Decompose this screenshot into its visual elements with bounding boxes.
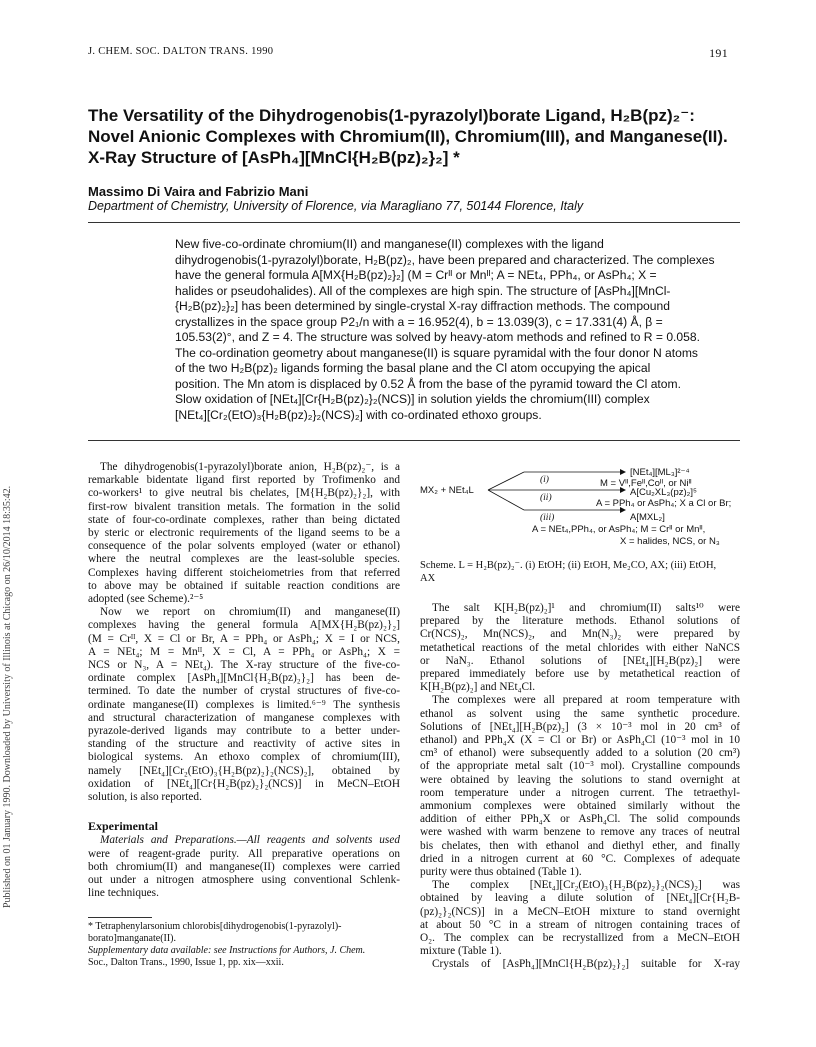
title-line: Novel Anionic Complexes with Chromium(II), Chromium(III), and Manganese(II). [88, 127, 728, 146]
body-line: mixture (Table 1). [420, 945, 502, 958]
scheme-product: A = PPh₄ or AsPh₄; X a Cl or Br; [596, 498, 732, 509]
body-line: standing of the structure and reactivity of active sites in [88, 738, 400, 751]
body-column-left [88, 461, 400, 901]
body-line: oxidation of [NEt₄][Cr{H₂B(pz)₂}₂(NCS)] in MeCN–EtOH [88, 777, 400, 790]
body-line: bis chelates, then with ethanol and diethyl ether, and finally [420, 839, 740, 852]
scheme-arrow [488, 472, 524, 490]
abstract-line: dihydrogenobis(1-pyrazolyl)borate, H₂B(pz)₂, have been prepared and characterized. The complexes [175, 252, 715, 267]
abstract-line: The co-ordination geometry about manganese(II) is square pyramidal with the four donor N atoms [175, 345, 698, 360]
body-line: complexes having the general formula A[MX{H₂B(pz)₂}₂] [88, 619, 400, 632]
body-line: at about 50 °C in a stream of nitrogen containing traces of [420, 918, 740, 931]
body-line: line techniques. [88, 887, 159, 900]
running-header-journal: J. CHEM. SOC. DALTON TRANS. 1990 [88, 46, 274, 57]
abstract-line: Slow oxidation of [NEt₄][Cr{H₂B(pz)₂}₂(NCS)] in solution yields the chromium(III) complex [175, 392, 650, 406]
page-number: 191 [709, 46, 728, 60]
authors: Massimo Di Vaira and Fabrizio Mani [88, 184, 309, 199]
arrowhead-icon [620, 469, 626, 475]
body-line: remarkable bidentate ligand first reported by Trofimenko and [88, 474, 400, 487]
body-line: were washed with warm benzene to remove any traces of neutral [420, 826, 740, 839]
body-line: NCS or N₃, A = NEt₄). The X-ray structure of the five-co- [88, 659, 400, 672]
scheme-reactant: MX₂ + NEt₄L [420, 485, 474, 496]
body-line: addition of either PPh₄X or AsPh₄Cl. The solid compounds [420, 813, 740, 826]
body-line: termined. To date the number of crystal structures of five-co- [88, 685, 400, 698]
body-line: prepared by the literature methods. Ethanol solutions of [420, 615, 740, 628]
abstract-line: [NEt₄][Cr₂(EtO)₃{H₂B(pz)₂}₂(NCS)₂] with co-ordinated ethoxo groups. [175, 407, 542, 422]
body-line: ethanol as solvent using the same synthetic procedure. [420, 707, 740, 720]
scheme-product: X = halides, NCS, or N₃ [620, 536, 720, 547]
scheme-product: A[Cu₂XL₃(pz)₂]⁵ [630, 487, 697, 498]
body-line: of the appropriate metal salt (10⁻³ mol). Crystalline compounds [420, 760, 740, 773]
abstract [175, 237, 740, 423]
body-line: dried in a nitrogen current at 60 °C. Complexes of adequate [420, 852, 740, 865]
body-line: first-row bivalent transition metals. The formation in the solid [88, 500, 400, 513]
abstract-line: 105.53(2)°, and Z = 4. The structure was solved by heavy-atom methods and refined to R = 0.058. [175, 330, 700, 344]
body-line: cm³ of ethanol) were subsequently added to a solution (20 cm³) [420, 747, 740, 760]
body-line: both chromium(II) and manganese(II) complexes were carried [88, 860, 400, 873]
body-line: pyrazole-derived ligands may contribute to a better under- [88, 725, 400, 738]
body-line: O₂. The complex can be recrystallized from a MeCN–EtOH [420, 932, 740, 945]
body-line: were of reagent-grade purity. All preparative operations on [88, 847, 400, 860]
abstract-line: of the two H₂B(pz)₂ ligands forming the basal plane and the Cl atom occupying the apical [175, 361, 651, 375]
abstract-line: {H₂B(pz)₂}₂] has been determined by single-crystal X-ray diffraction methods. The compound [175, 299, 670, 313]
footnote-line: Supplementary data available: see Instructions for Authors, J. Chem. [88, 945, 366, 956]
divider-abstract [88, 440, 740, 441]
download-watermark: Published on 01 January 1990. Downloaded by University of Illinois at Chicago on 26/10/2014 18:35:42. [2, 485, 13, 908]
body-line: Materials and Preparations.—All reagents and solvents used [100, 834, 400, 847]
footnote-line: borato]manganate(II). [88, 933, 177, 944]
body-line: Complexes having different stoicheiometries from that referred [88, 566, 400, 579]
footnote-line: Soc., Dalton Trans., 1990, Issue 1, pp. xix—xxii. [88, 957, 284, 968]
body-line: adopted (see Scheme).²⁻⁵ [88, 593, 204, 606]
body-line: namely [NEt₄][Cr₂(EtO)₃{H₂B(pz)₂}₂(NCS)₂], obtained by [88, 764, 400, 777]
reaction-scheme [420, 462, 742, 558]
body-line: solution, is also reported. [88, 791, 202, 804]
body-line: were obtained by leaving the solutions to stand overnight at [420, 773, 740, 786]
body-line: biological systems. An ethoxo complex of chromium(III), [88, 751, 400, 764]
scheme-condition-label: (i) [540, 475, 549, 485]
body-line: state of four-co-ordinate complexes, rather than being dictated [88, 513, 400, 526]
body-line: ammonium complexes were obtained similarly without the [420, 800, 740, 813]
body-line: The salt K[H₂B(pz)₂]¹ and chromium(II) salts¹⁰ were [432, 602, 740, 614]
body-line: consequence of the polar solvents employed (water or ethanol) [88, 540, 400, 553]
body-line: to above may be obtained if suitable reaction conditions are [88, 579, 400, 592]
abstract-line: crystallizes in the space group P2₁/n with a = 16.952(4), b = 13.039(3), c = 17.331(4) Å, β = [175, 314, 663, 329]
body-line: ordinate manganese(II) complexes is limited.⁶⁻⁹ The synthesis [88, 698, 400, 711]
body-line: room temperature under a nitrogen current. The tetraethyl- [420, 786, 740, 799]
body-line: and structural characterization of manganese complexes with [88, 711, 400, 724]
body-line: Solutions of [NEt₄][H₂B(pz)₂] (3 × 10⁻³ mol in 20 cm³ of [420, 720, 740, 733]
body-line: ordinate complex [AsPh₄][MnCl{H₂B(pz)₂}₂] has been de- [88, 672, 400, 685]
body-line: (pz)₂}₂(NCS)] in a MeCN–EtOH mixture to stand overnight [420, 905, 740, 918]
body-line: obtained by leaving a dilute solution of [NEt₄][Cr{H₂B- [420, 892, 740, 905]
body-line: The complex [NEt₄][Cr₂(EtO)₃{H₂B(pz)₂}₂(NCS)₂] was [432, 879, 740, 892]
abstract-line: have the general formula A[MX{H₂B(pz)₂}₂] (M = Crᴵᴵ or Mnᴵᴵ; A = NEt₄, PPh₄, or AsPh₄; X = [175, 268, 657, 282]
footnotes [88, 921, 400, 969]
footnote-line: * Tetraphenylarsonium chlorobis[dihydrogenobis(1-pyrazolyl)- [88, 921, 342, 932]
article-title [88, 105, 748, 168]
scheme-caption [420, 560, 740, 585]
body-line: prepared immediately before use by metathetical reaction of [420, 668, 740, 681]
abstract-line: position. The Mn atom is displaced by 0.52 Å from the base of the pyramid toward the Cl atom. [175, 376, 681, 391]
body-line: Now we report on chromium(II) and manganese(II) [100, 606, 400, 619]
body-line: K[H₂B(pz)₂] and NEt₄Cl. [420, 681, 536, 694]
body-line: metathetical reactions of the metal chlorides with either NaNCS [420, 641, 740, 654]
scheme-product: A[MXL₂] [630, 512, 665, 523]
divider-top [88, 222, 740, 223]
body-line: where the neutral complexes are the least-soluble species. [88, 553, 400, 566]
scheme-product: A = NEt₄,PPh₄, or AsPh₄; M = Crᴵᴵ or Mnᴵᴵ, [532, 524, 706, 535]
body-line: by steric or electronic requirements of the ligand seems to be a [88, 527, 400, 540]
body-line: out under a nitrogen atmosphere using conventional Schlenk- [88, 874, 400, 887]
body-line: ethanol) and PPh₄X (X = Cl or Br) or AsPh₄Cl (10⁻³ mol in 10 [420, 734, 740, 747]
scheme-product: [NEt₄][ML₃]²⁻⁴ [630, 467, 690, 478]
abstract-line: New five-co-ordinate chromium(II) and manganese(II) complexes with the ligand [175, 237, 604, 251]
title-line: The Versatility of the Dihydrogenobis(1-pyrazolyl)borate Ligand, H₂B(pz)₂⁻: [88, 106, 695, 125]
body-column-right [420, 602, 740, 972]
body-line: Crystals of [AsPh₄][MnCl{H₂B(pz)₂}₂] suitable for X-ray [432, 958, 740, 971]
body-line: purity were thus obtained (Table 1). [420, 866, 582, 879]
body-line: The complexes were all prepared at room temperature with [432, 694, 740, 707]
body-line: (M = Crᴵᴵ, X = Cl or Br, A = PPh₄ or AsPh₄; X = I or NCS, [88, 632, 400, 645]
scheme-product: M = Vᴵᴵ,Feᴵᴵ,Coᴵᴵ, or Niᴵᴵ [600, 478, 692, 489]
scheme-caption-line: AX [420, 572, 436, 584]
footnote-rule [88, 917, 152, 918]
title-line: X-Ray Structure of [AsPh₄][MnCl{H₂B(pz)₂}₂] * [88, 148, 460, 167]
body-line: The dihydrogenobis(1-pyrazolyl)borate anion, H₂B(pz)₂⁻, is a [100, 461, 400, 473]
section-heading-experimental: Experimental [88, 819, 158, 834]
body-line: Cr(NCS)₂, Mn(NCS)₂, and Mn(N₃)₂ were prepared by [420, 628, 740, 641]
scheme-arrow [488, 490, 524, 510]
body-line: A = NEt₄; M = Mnᴵᴵ, X = Cl, A = PPh₄ or AsPh₄; X = [88, 645, 400, 658]
abstract-line: halides or pseudohalides). All of the complexes are high spin. The structure of [AsPh₄][MnCl- [175, 283, 671, 298]
scheme-condition-label: (ii) [540, 493, 552, 503]
scheme-condition-label: (iii) [540, 513, 555, 523]
body-line: or NaN₃. Ethanol solutions of [NEt₄][H₂B(pz)₂] were [420, 654, 740, 667]
body-line: co-workers¹ to give neutral bis chelates, [M{H₂B(pz)₂}₂], with [88, 487, 400, 500]
affiliation: Department of Chemistry, University of Florence, via Maragliano 77, 50144 Florence, Italy [88, 199, 584, 213]
scheme-caption-line: Scheme. L = H₂B(pz)₂⁻. (i) EtOH; (ii) EtOH, Me₂CO, AX; (iii) EtOH, [420, 560, 717, 571]
